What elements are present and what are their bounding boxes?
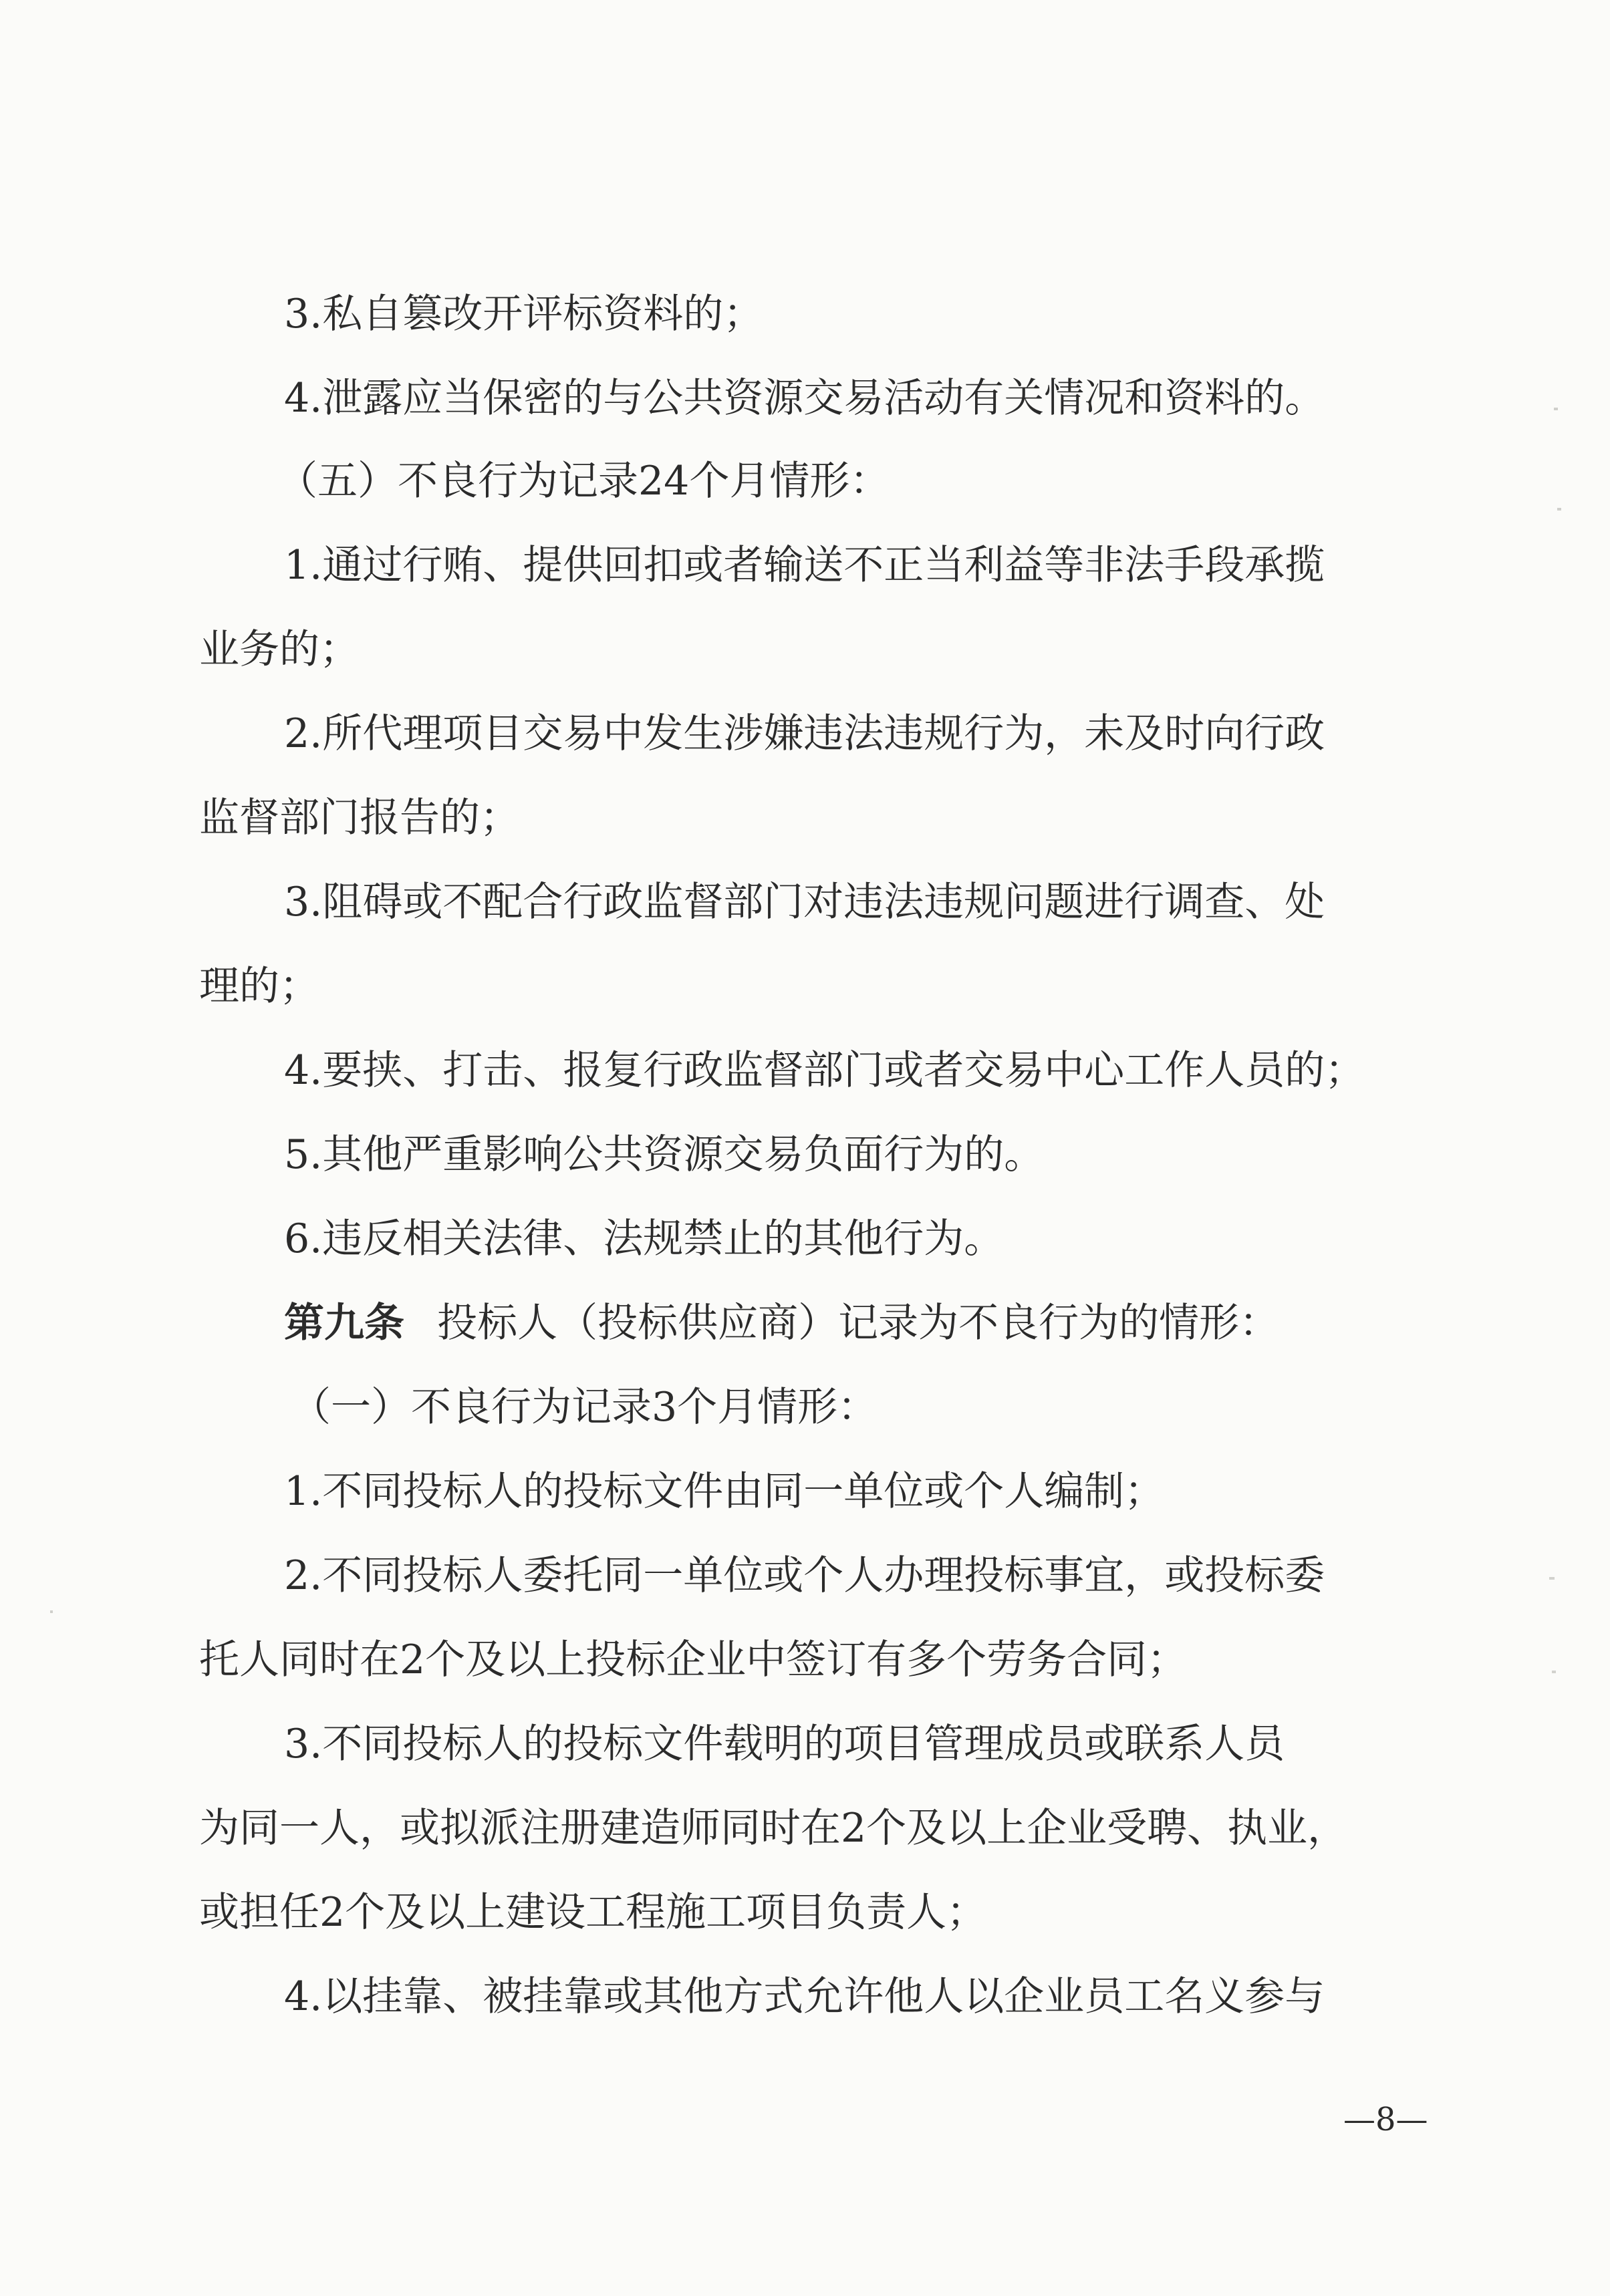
text-line: 6.违反相关法律、法规禁止的其他行为。 xyxy=(284,1215,1004,1262)
text-line: 1.不同投标人的投标文件由同一单位或个人编制； xyxy=(284,1468,1165,1515)
article-heading: 第九条 xyxy=(284,1300,404,1346)
text-line: 为同一人，或拟派注册建造师同时在2个及以上企业受聘、执业， xyxy=(199,1805,1348,1852)
scan-speck xyxy=(1552,1671,1556,1673)
scan-speck xyxy=(1557,508,1561,511)
article-nine-line xyxy=(284,1296,1279,1350)
text-line: 3.阻碍或不配合行政监督部门对违法违规问题进行调查、处 xyxy=(284,879,1325,925)
text-line: 1.通过行贿、提供回扣或者输送不正当利益等非法手段承揽 xyxy=(284,542,1325,589)
text-line: （一）不良行为记录3个月情形： xyxy=(291,1384,878,1431)
text-line: 托人同时在2个及以上投标企业中签订有多个劳务合同； xyxy=(199,1636,1188,1683)
text-line: 3.不同投标人的投标文件载明的项目管理成员或联系人员 xyxy=(284,1721,1285,1767)
article-text: 投标人（投标供应商）记录为不良行为的情形： xyxy=(437,1300,1280,1346)
text-line: 监督部门报告的； xyxy=(199,795,520,841)
text-line: 或担任2个及以上建设工程施工项目负责人； xyxy=(199,1889,987,1936)
scan-speck xyxy=(1549,1577,1555,1580)
scan-speck xyxy=(1554,408,1558,410)
scan-speck xyxy=(50,1610,53,1613)
text-line: 3.私自篡改开评标资料的； xyxy=(284,291,764,337)
text-line: 5.其他严重影响公共资源交易负面行为的。 xyxy=(284,1131,1045,1178)
text-line: 业务的； xyxy=(199,626,360,673)
page-number: —8— xyxy=(1343,2101,1428,2138)
text-line: （五）不良行为记录24个月情形： xyxy=(277,458,890,505)
text-line: 4.以挂靠、被挂靠或其他方式允许他人以企业员工名义参与 xyxy=(284,1973,1325,2020)
text-line: 2.不同投标人委托同一单位或个人办理投标事宜，或投标委 xyxy=(284,1552,1325,1599)
text-line: 2.所代理项目交易中发生涉嫌违法违规行为，未及时向行政 xyxy=(284,710,1325,757)
text-line: 理的； xyxy=(199,963,319,1010)
text-line: 4.要挟、打击、报复行政监督部门或者交易中心工作人员的； xyxy=(284,1047,1365,1094)
text-line: 4.泄露应当保密的与公共资源交易活动有关情况和资料的。 xyxy=(284,375,1325,422)
